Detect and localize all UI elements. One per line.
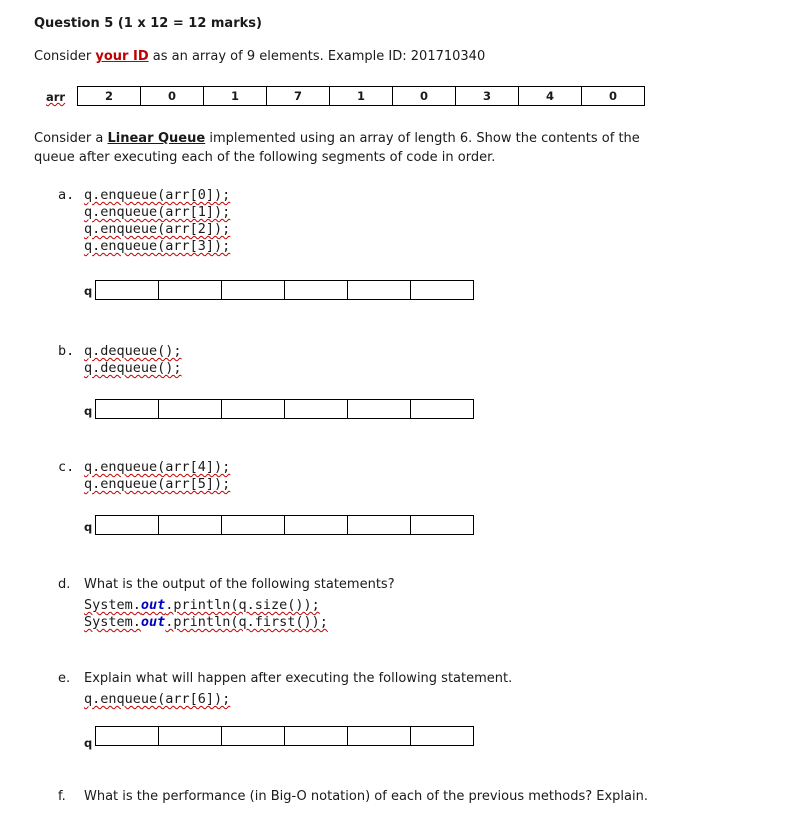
part-b-marker: b.	[58, 343, 75, 359]
part-c-marker: c.	[58, 459, 75, 475]
queue-table-c	[95, 515, 474, 535]
queue-cell[interactable]	[411, 727, 474, 746]
queue-cell[interactable]	[222, 516, 285, 535]
code-line: q.enqueue(arr[5]);	[84, 476, 231, 492]
queue-table-b	[95, 399, 474, 419]
question-intro	[34, 49, 485, 64]
desc-suffix: implemented using an array of length 6. Show the contents of the queue after executing each of the following segments of code in order.	[34, 131, 640, 165]
queue-cell[interactable]	[285, 516, 348, 535]
desc-bold: Linear Queue	[107, 131, 206, 146]
code-line: q.enqueue(arr[1]);	[84, 204, 231, 220]
queue-table-e	[95, 726, 474, 746]
queue-cell[interactable]	[96, 281, 159, 300]
intro-suffix: as an array of 9 elements. Example ID: 201710340	[148, 49, 486, 64]
queue-cell[interactable]	[159, 727, 222, 746]
queue-cell[interactable]	[411, 516, 474, 535]
queue-cell[interactable]	[159, 516, 222, 535]
array-cell: 3	[456, 87, 519, 106]
part-c-code	[84, 459, 230, 493]
part-b-code	[84, 343, 182, 377]
part-e-code	[84, 691, 230, 708]
code-line: q.enqueue(arr[0]);	[84, 187, 231, 203]
queue-cell[interactable]	[348, 400, 411, 419]
array-label: arr	[46, 90, 66, 104]
code-token: System.	[84, 597, 141, 613]
queue-cell[interactable]	[222, 281, 285, 300]
queue-cell[interactable]	[285, 400, 348, 419]
queue-cell[interactable]	[348, 516, 411, 535]
queue-cell[interactable]	[159, 400, 222, 419]
part-e-marker: e.	[58, 671, 71, 686]
array-cell: 4	[519, 87, 582, 106]
array-cell: 1	[204, 87, 267, 106]
intro-highlight: your ID	[95, 49, 149, 64]
code-token: System.	[84, 614, 141, 630]
queue-cell[interactable]	[348, 727, 411, 746]
queue-table-a	[95, 280, 474, 300]
queue-cell[interactable]	[348, 281, 411, 300]
queue-cell[interactable]	[96, 516, 159, 535]
part-a-marker: a.	[58, 187, 75, 203]
part-d-code	[84, 597, 328, 631]
code-line: q.enqueue(arr[2]);	[84, 221, 231, 237]
code-token: .println(q.first());	[165, 614, 328, 630]
part-d-marker: d.	[58, 577, 71, 592]
queue-label-c: q	[84, 520, 93, 534]
queue-cell[interactable]	[222, 727, 285, 746]
array-cell: 1	[330, 87, 393, 106]
code-token: .println(q.size());	[165, 597, 320, 613]
part-e-text: Explain what will happen after executing the following statement.	[84, 671, 513, 686]
queue-label-b: q	[84, 404, 93, 418]
array-cell: 2	[78, 87, 141, 106]
queue-cell[interactable]	[159, 281, 222, 300]
queue-label-a: q	[84, 284, 93, 298]
queue-cell[interactable]	[285, 281, 348, 300]
code-line: q.enqueue(arr[4]);	[84, 459, 231, 475]
part-a-code	[84, 187, 230, 255]
question-title: Question 5 (1 x 12 = 12 marks)	[34, 16, 262, 31]
array-cell: 0	[582, 87, 645, 106]
part-d-text: What is the output of the following statements?	[84, 577, 395, 592]
part-f-marker: f.	[58, 789, 66, 804]
part-f-text: What is the performance (in Big-O notation) of each of the previous methods? Explain.	[84, 789, 648, 804]
code-line: q.dequeue();	[84, 360, 182, 376]
array-cell: 0	[141, 87, 204, 106]
queue-cell[interactable]	[411, 400, 474, 419]
code-line: q.enqueue(arr[6]);	[84, 691, 231, 707]
queue-cell[interactable]	[96, 400, 159, 419]
code-keyword: out	[140, 614, 166, 630]
intro-prefix: Consider	[34, 49, 96, 64]
code-line: q.dequeue();	[84, 343, 182, 359]
queue-cell[interactable]	[285, 727, 348, 746]
queue-label-e: q	[84, 736, 93, 750]
queue-description	[34, 129, 674, 167]
array-cell: 0	[393, 87, 456, 106]
array-table	[77, 86, 645, 106]
desc-prefix: Consider a	[34, 131, 108, 146]
queue-cell[interactable]	[411, 281, 474, 300]
array-cell: 7	[267, 87, 330, 106]
queue-cell[interactable]	[222, 400, 285, 419]
code-keyword: out	[140, 597, 166, 613]
queue-cell[interactable]	[96, 727, 159, 746]
code-line: q.enqueue(arr[3]);	[84, 238, 231, 254]
